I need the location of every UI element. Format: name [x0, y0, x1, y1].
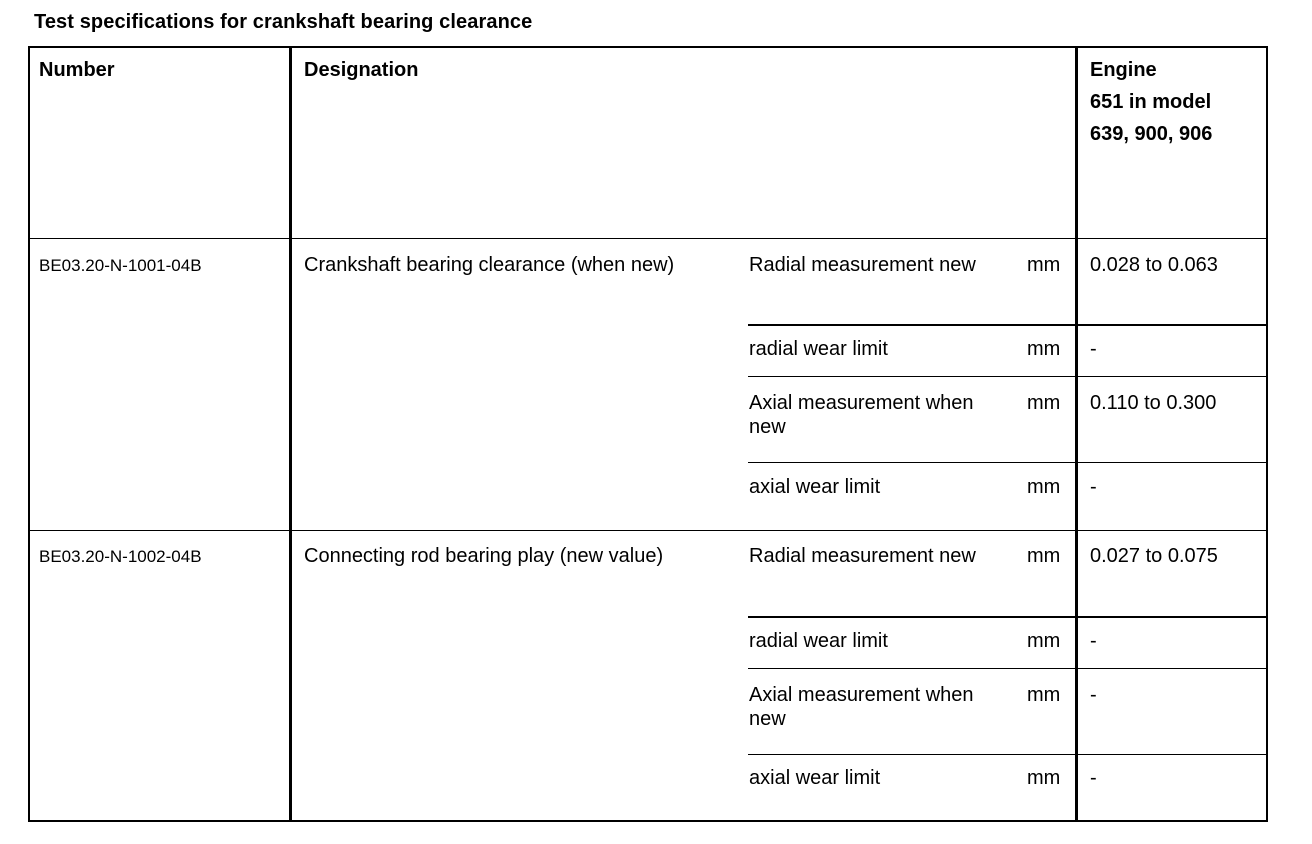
measurement-unit: mm [1027, 684, 1061, 706]
header-engine-line2: 651 in model [1090, 91, 1212, 113]
measurement-unit: mm [1027, 392, 1061, 414]
measurement-label: radial wear limit [749, 630, 888, 652]
row-divider [748, 376, 1266, 377]
measurement-label: Radial measurement new [749, 254, 976, 276]
measurement-value: - [1090, 630, 1097, 652]
measurement-value: - [1090, 338, 1097, 360]
measurement-label: Axial measurement when new [749, 684, 974, 730]
measurement-value: - [1090, 684, 1097, 706]
row-divider [748, 462, 1266, 463]
measurement-unit: mm [1027, 630, 1061, 652]
measurement-unit: mm [1027, 476, 1061, 498]
row-divider [748, 754, 1266, 755]
row-divider [748, 616, 1266, 618]
header-divider [30, 238, 1266, 239]
row-divider [748, 324, 1266, 326]
header-engine [1090, 54, 1212, 150]
column-divider [289, 48, 292, 820]
measurement-label: Axial measurement when new [749, 392, 974, 438]
measurement-label: radial wear limit [749, 338, 888, 360]
measurement-unit: mm [1027, 767, 1061, 789]
group-designation: Crankshaft bearing clearance (when new) [304, 254, 675, 276]
measurement-unit: mm [1027, 545, 1061, 567]
header-number: Number [39, 59, 115, 81]
measurement-value: 0.028 to 0.063 [1090, 254, 1218, 276]
measurement-label: axial wear limit [749, 767, 881, 789]
column-divider [1075, 48, 1078, 820]
measurement-label: axial wear limit [749, 476, 881, 498]
measurement-unit: mm [1027, 254, 1061, 276]
group-designation: Connecting rod bearing play (new value) [304, 545, 664, 567]
group-number: BE03.20-N-1002-04B [39, 547, 202, 566]
page-title: Test specifications for crankshaft bearing clearance [34, 11, 533, 33]
measurement-value: 0.027 to 0.075 [1090, 545, 1218, 567]
header-engine-line1: Engine [1090, 59, 1157, 81]
row-divider [748, 668, 1266, 669]
header-engine-line3: 639, 900, 906 [1090, 123, 1213, 145]
measurement-value: - [1090, 767, 1097, 789]
group-number: BE03.20-N-1001-04B [39, 256, 202, 275]
measurement-unit: mm [1027, 338, 1061, 360]
group-divider [30, 530, 1266, 531]
spec-table [28, 46, 1268, 822]
measurement-value: - [1090, 476, 1097, 498]
measurement-label: Radial measurement new [749, 545, 976, 567]
measurement-value: 0.110 to 0.300 [1090, 392, 1217, 414]
header-designation: Designation [304, 59, 419, 81]
